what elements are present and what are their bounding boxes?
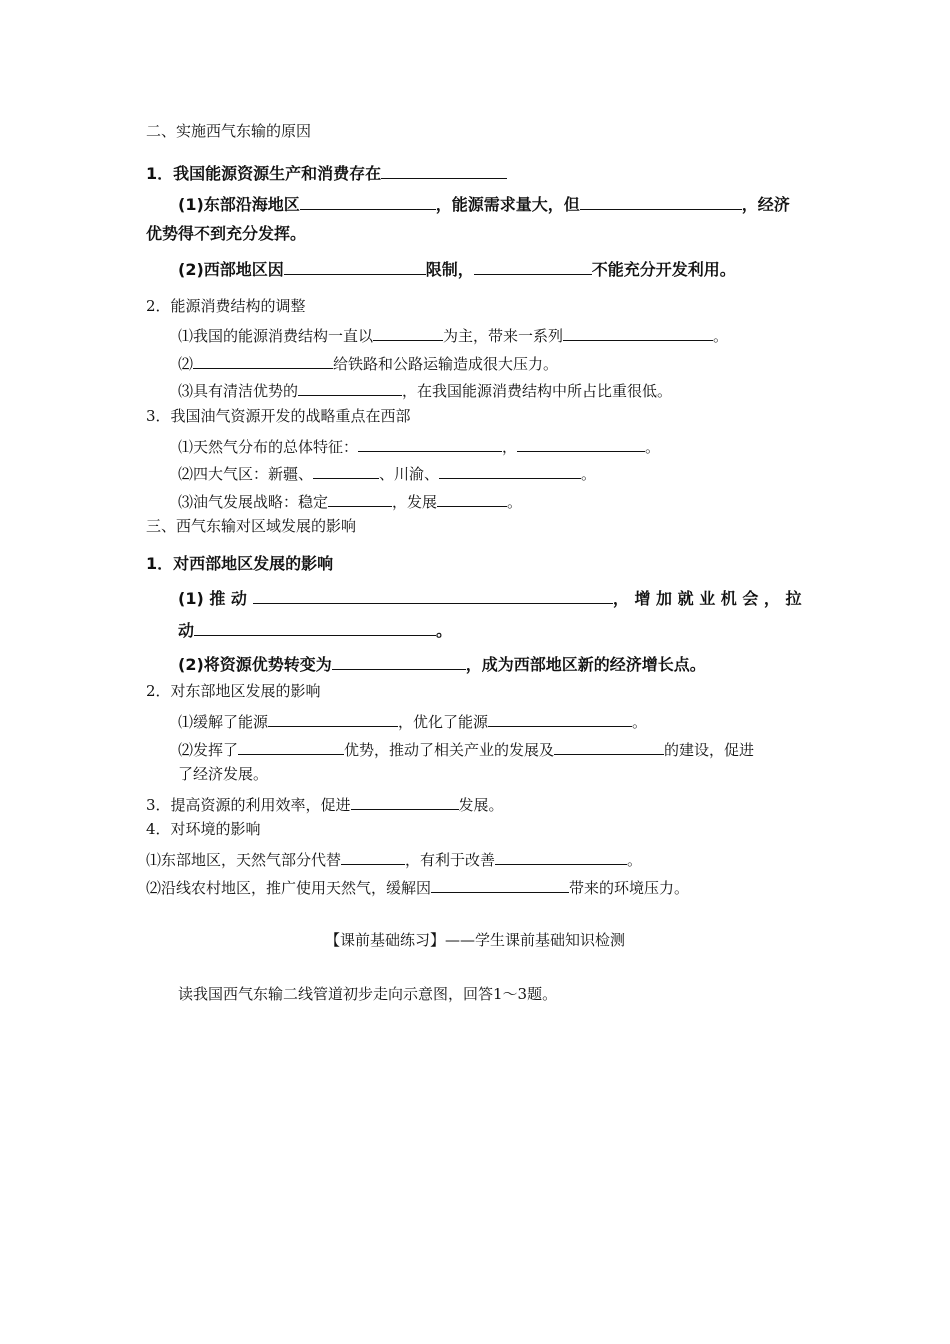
item-3-1-line (178, 435, 660, 456)
blank[interactable] (332, 653, 466, 670)
blank[interactable] (300, 193, 436, 210)
blank[interactable] (554, 738, 664, 755)
text: ，有利于改善 (405, 851, 496, 869)
text: ⑵沿线农村地区，推广使用天然气，缓解因 (146, 879, 432, 897)
text: 给铁路和公路运输造成很大压力。 (333, 355, 559, 373)
blank[interactable] (563, 324, 713, 341)
practice-intro: 读我国西气东输二线管道初步走向示意图，回答1～3题。 (178, 985, 558, 1003)
text: 带来的环境压力。 (569, 879, 690, 897)
text: ⑶具有清洁优势的 (178, 382, 299, 400)
blank[interactable] (373, 324, 443, 341)
text: (1)东部沿海地区 (178, 195, 300, 214)
text: ，成为西部地区新的经济增长点。 (465, 655, 706, 674)
section-3-heading: 三、西气东输对区域发展的影响 (146, 517, 357, 535)
s3-item-4-2-line (146, 876, 689, 897)
blank[interactable] (488, 710, 632, 727)
item-1-line (146, 162, 507, 183)
item-2-2-line (178, 352, 558, 373)
text: 3．提高资源的利用效率，促进 (146, 796, 351, 814)
section-2-heading: 二、实施西气东输的原因 (146, 122, 312, 140)
text: 为主，带来一系列 (443, 327, 564, 345)
text: ⑴缓解了能源 (178, 713, 269, 731)
text: ，发展 (392, 493, 438, 511)
item-2-1-line (178, 324, 728, 345)
item-1-2-line (178, 258, 736, 279)
s3-item-1-label: 1．对西部地区发展的影响 (146, 554, 334, 573)
text: 优势，推动了相关产业的发展及 (344, 741, 555, 759)
s3-item-2-1-line (178, 710, 647, 731)
blank[interactable] (437, 490, 507, 507)
text: ⑶油气发展战略：稳定 (178, 493, 329, 511)
text: (1) 推 动 (178, 589, 247, 608)
item-3-3-line (178, 490, 522, 511)
s3-item-3-line (146, 793, 504, 814)
text: 。 (507, 493, 523, 511)
item-1-1-cont: 优势得不到充分发挥。 (146, 224, 307, 243)
practice-heading: 【课前基础练习】——学生课前基础知识检测 (324, 931, 625, 949)
text: ⑵发挥了 (178, 741, 239, 759)
s3-item-2-2-line (178, 738, 754, 759)
blank[interactable] (341, 848, 405, 865)
blank[interactable] (253, 587, 613, 604)
s3-item-1-2-line (178, 653, 706, 674)
text: ，优化了能源 (398, 713, 489, 731)
text: ，经济 (741, 195, 790, 214)
blank[interactable] (381, 162, 507, 179)
text: ， (502, 438, 518, 456)
s3-item-1-1-line (178, 587, 801, 608)
item-1-label: 1．我国能源资源生产和消费存在 (146, 164, 382, 183)
text: 。 (627, 851, 643, 869)
text: 限制， (425, 260, 474, 279)
item-3-label: 3．我国油气资源开发的战略重点在西部 (146, 407, 411, 425)
text: (2)将资源优势转变为 (178, 655, 332, 674)
s3-item-4-1-line (146, 848, 642, 869)
blank[interactable] (517, 435, 645, 452)
blank[interactable] (313, 462, 379, 479)
item-2-3-line (178, 379, 672, 400)
s3-item-1-1-cont (178, 619, 452, 640)
s3-item-4-label: 4．对环境的影响 (146, 820, 261, 838)
text: 。 (436, 621, 453, 640)
item-2-label: 2．能源消费结构的调整 (146, 297, 306, 315)
text: (2)西部地区因 (178, 260, 284, 279)
text: ， 增 加 就 业 机 会 ， 拉 (612, 589, 802, 608)
blank[interactable] (284, 258, 426, 275)
blank[interactable] (495, 848, 627, 865)
text: 。 (632, 713, 648, 731)
blank[interactable] (238, 738, 344, 755)
item-1-1-line (178, 193, 790, 214)
blank[interactable] (439, 462, 581, 479)
s3-item-2-label: 2．对东部地区发展的影响 (146, 682, 321, 700)
blank[interactable] (298, 379, 402, 396)
text: 、川渝、 (379, 465, 440, 483)
blank[interactable] (580, 193, 742, 210)
blank[interactable] (194, 619, 436, 636)
item-3-2-line (178, 462, 596, 483)
text: ，能源需求量大，但 (435, 195, 580, 214)
text: 发展。 (458, 796, 504, 814)
text: 。 (645, 438, 661, 456)
blank[interactable] (268, 710, 398, 727)
blank[interactable] (351, 793, 459, 810)
text: 。 (581, 465, 597, 483)
blank[interactable] (431, 876, 569, 893)
text: ⑴东部地区，天然气部分代替 (146, 851, 342, 869)
text: 不能充分开发利用。 (591, 260, 736, 279)
blank[interactable] (328, 490, 392, 507)
text: 。 (713, 327, 729, 345)
text: ⑴我国的能源消费结构一直以 (178, 327, 374, 345)
text: ，在我国能源消费结构中所占比重很低。 (402, 382, 673, 400)
blank[interactable] (358, 435, 502, 452)
text: ⑴天然气分布的总体特征： (178, 438, 359, 456)
blank[interactable] (193, 352, 333, 369)
s3-item-2-2-cont: 了经济发展。 (178, 765, 269, 783)
blank[interactable] (474, 258, 592, 275)
text: ⑵四大气区：新疆、 (178, 465, 314, 483)
text: 动 (178, 621, 195, 640)
text: 的建设，促进 (664, 741, 755, 759)
text: ⑵ (178, 355, 194, 373)
